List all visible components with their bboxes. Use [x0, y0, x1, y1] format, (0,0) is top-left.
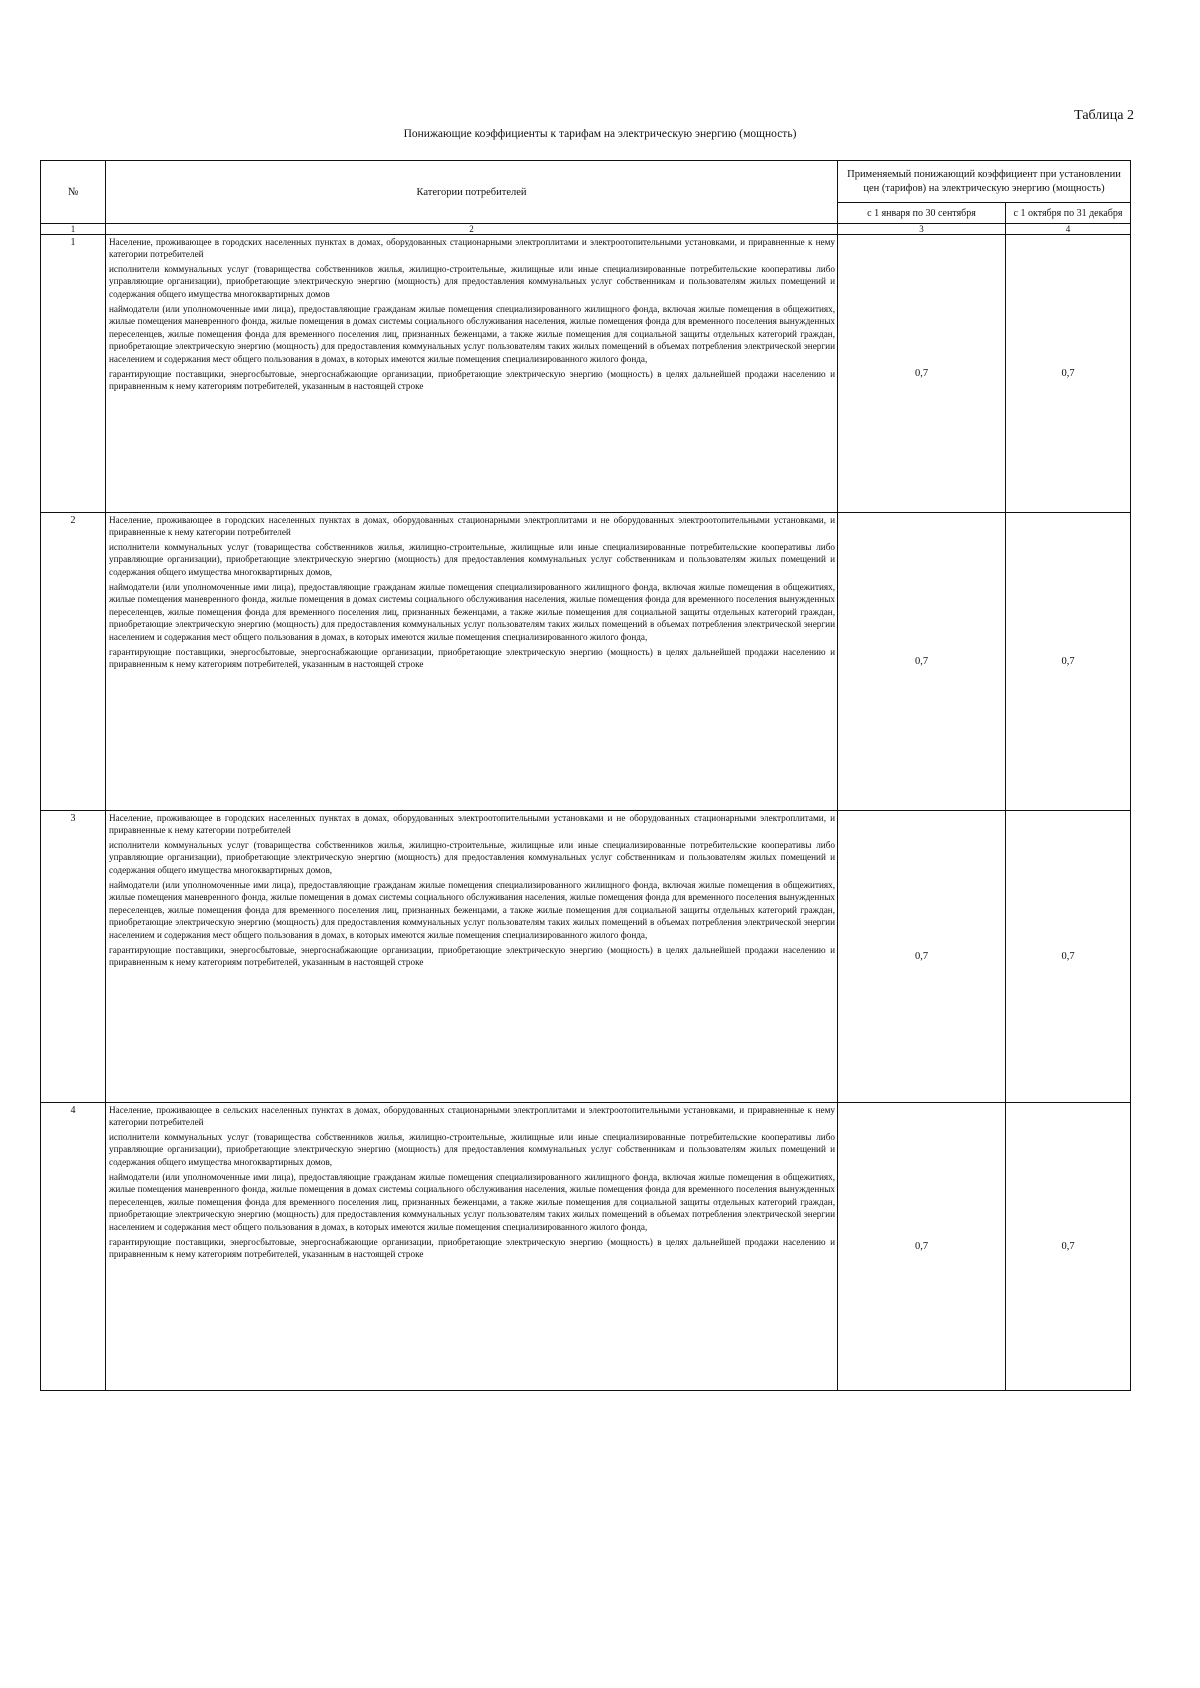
category-paragraph: Население, проживающее в городских населенных пунктах в домах, оборудованных стационарными электроплитами и электроотопительными установками, и приравненные к нему категории потребителей [109, 237, 835, 260]
coefficient-period-1: 0,7 [838, 513, 1006, 811]
category-paragraph: гарантирующие поставщики, энергосбытовые, энергоснабжающие организации, приобретающие электрическую энергию (мощность) в целях дальнейшей продажи населению и приравненным к нему категориям потребителей, указанным в настоящей строке [109, 647, 835, 670]
table-label: Таблица 2 [1074, 108, 1134, 123]
category-paragraph: исполнители коммунальных услуг (товарищества собственников жилья, жилищно-строительные, жилищные или иные специализированные потребительские кооперативы либо управляющие организации), приобретающие электрическую энергию (мощность) для предоставления коммунальных услуг собственникам и пользователям жилых помещений и содержания общего имущества многоквартирных домов [109, 263, 835, 299]
header-number: № [41, 161, 106, 224]
table-row [41, 235, 1131, 513]
coefficient-period-2: 0,7 [1006, 811, 1131, 1103]
row-number: 2 [41, 513, 106, 811]
category-paragraph: наймодатели (или уполномоченные ими лица), предоставляющие гражданам жилые помещения специализированного жилищного фонда, включая жилые помещения в общежитиях, жилые помещения маневренного фонда, жилые помещения в домах системы социального обслуживания населения, жилые помещения фонда для временного поселения вынужденных переселенцев, жилые помещения фонда для временного поселения лиц, признанных беженцами, а также жилые помещения для социальной защиты отдельных категорий граждан, приобретающие электрическую энергию (мощность) для предоставления коммунальных услуг пользователям таких жилых помещений в объемах потребления электрической энергии населением и содержания мест общего пользования в домах, в которых имеются жилые помещения специализированного жилого фонда, [109, 582, 835, 642]
category-paragraph: гарантирующие поставщики, энергосбытовые, энергоснабжающие организации, приобретающие электрическую энергию (мощность) в целях дальнейшей продажи населению и приравненным к нему категориям потребителей, указанным в настоящей строке [109, 1237, 835, 1260]
category-paragraph: наймодатели (или уполномоченные ими лица), предоставляющие гражданам жилые помещения специализированного жилищного фонда, включая жилые помещения в общежитиях, жилые помещения маневренного фонда, жилые помещения в домах системы социального обслуживания населения, жилые помещения фонда для временного поселения вынужденных переселенцев, жилые помещения фонда для временного поселения лиц, признанных беженцами, а также жилые помещения для социальной защиты отдельных категорий граждан, приобретающие электрическую энергию (мощность) для предоставления коммунальных услуг пользователям таких жилых помещений в объемах потребления электрической энергии населением и содержания мест общего пользования в домах, в которых имеются жилые помещения специализированного жилого фонда, [109, 1172, 835, 1232]
coefficient-period-2: 0,7 [1006, 235, 1131, 513]
row-number: 1 [41, 235, 106, 513]
header-period-1: с 1 января по 30 сентября [838, 203, 1006, 224]
table-row [41, 513, 1131, 811]
category-paragraph: гарантирующие поставщики, энергосбытовые, энергоснабжающие организации, приобретающие электрическую энергию (мощность) в целях дальнейшей продажи населению и приравненным к нему категориям потребителей, указанным в настоящей строке [109, 369, 835, 392]
category-paragraph: наймодатели (или уполномоченные ими лица), предоставляющие гражданам жилые помещения специализированного жилищного фонда, включая жилые помещения в общежитиях, жилые помещения маневренного фонда, жилые помещения в домах системы социального обслуживания населения, жилые помещения фонда для временного поселения вынужденных переселенцев, жилые помещения фонда для временного поселения лиц, признанных беженцами, а также жилые помещения для социальной защиты отдельных категорий граждан, приобретающие электрическую энергию (мощность) для предоставления коммунальных услуг пользователям таких жилых помещений в объемах потребления электрической энергии населением и содержания мест общего пользования в домах, в которых имеются жилые помещения специализированного жилого фонда, [109, 880, 835, 940]
category-cell [106, 235, 838, 513]
header-period-2: с 1 октября по 31 декабря [1006, 203, 1131, 224]
category-paragraph: Население, проживающее в городских населенных пунктах в домах, оборудованных электроотопительными установками и не оборудованных стационарными электроплитами, и приравненные к нему категории потребителей [109, 813, 835, 836]
category-paragraph: исполнители коммунальных услуг (товарищества собственников жилья, жилищно-строительные, жилищные или иные специализированные потребительские кооперативы либо управляющие организации), приобретающие электрическую энергию (мощность) для предоставления коммунальных услуг собственникам и пользователям жилых помещений и содержания общего имущества многоквартирных домов, [109, 839, 835, 875]
header-category: Категории потребителей [106, 161, 838, 224]
table-row [41, 1103, 1131, 1391]
coefficient-period-2: 0,7 [1006, 513, 1131, 811]
category-paragraph: исполнители коммунальных услуг (товарищества собственников жилья, жилищно-строительные, жилищные или иные специализированные потребительские кооперативы либо управляющие организации), приобретающие электрическую энергию (мощность) для предоставления коммунальных услуг собственникам и пользователям жилых помещений и содержания общего имущества многоквартирных домов, [109, 1131, 835, 1167]
document-title: Понижающие коэффициенты к тарифам на электрическую энергию (мощность) [403, 128, 797, 140]
row-number: 4 [41, 1103, 106, 1391]
row-number: 3 [41, 811, 106, 1103]
category-paragraph: гарантирующие поставщики, энергосбытовые, энергоснабжающие организации, приобретающие электрическую энергию (мощность) в целях дальнейшей продажи населению и приравненным к нему категориям потребителей, указанным в настоящей строке [109, 945, 835, 968]
category-cell [106, 811, 838, 1103]
category-paragraph: исполнители коммунальных услуг (товарищества собственников жилья, жилищно-строительные, жилищные или иные специализированные потребительские кооперативы либо управляющие организации), приобретающие электрическую энергию (мощность) для предоставления коммунальных услуг собственникам и пользователям жилых помещений и содержания общего имущества многоквартирных домов, [109, 541, 835, 577]
category-cell [106, 1103, 838, 1391]
column-number: 1 [41, 224, 106, 235]
column-number: 2 [106, 224, 838, 235]
category-paragraph: наймодатели (или уполномоченные ими лица), предоставляющие гражданам жилые помещения специализированного жилищного фонда, включая жилые помещения в общежитиях, жилые помещения маневренного фонда, жилые помещения в домах системы социального обслуживания населения, жилые помещения фонда для временного поселения вынужденных переселенцев, жилые помещения фонда для временного поселения лиц, признанных беженцами, а также жилые помещения для социальной защиты отдельных категорий граждан, приобретающие электрическую энергию (мощность) для предоставления коммунальных услуг пользователям таких жилых помещений в объемах потребления электрической энергии населением и содержания мест общего пользования в домах, в которых имеются жилые помещения специализированного жилого фонда, [109, 304, 835, 364]
header-coefficient: Применяемый понижающий коэффициент при установлении цен (тарифов) на электрическую энергию (мощность) [838, 161, 1131, 203]
column-number: 3 [838, 224, 1006, 235]
category-paragraph: Население, проживающее в сельских населенных пунктах в домах, оборудованных стационарными электроплитами и электроотопительными установками, и приравненные к нему категории потребителей [109, 1105, 835, 1128]
category-paragraph: Население, проживающее в городских населенных пунктах в домах, оборудованных стационарными электроплитами и не оборудованных электроотопительными установками, и приравненные к нему категории потребителей [109, 515, 835, 538]
category-cell [106, 513, 838, 811]
table-row [41, 811, 1131, 1103]
column-number: 4 [1006, 224, 1131, 235]
coefficient-period-1: 0,7 [838, 235, 1006, 513]
coefficients-table [40, 160, 1131, 1391]
coefficient-period-2: 0,7 [1006, 1103, 1131, 1391]
coefficient-period-1: 0,7 [838, 1103, 1006, 1391]
coefficient-period-1: 0,7 [838, 811, 1006, 1103]
column-numbers-row [41, 224, 1131, 235]
